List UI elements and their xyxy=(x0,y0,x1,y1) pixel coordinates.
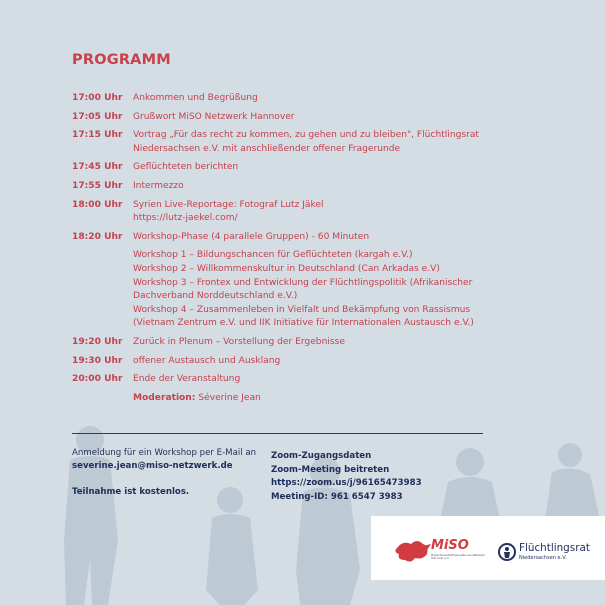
schedule-row xyxy=(72,129,492,156)
moderation-label: Moderation: xyxy=(133,392,196,403)
schedule-description xyxy=(133,111,295,125)
workshop-item: Workshop 2 – Willkommenskultur in Deutschland (Can Arkadas e.V) xyxy=(133,263,440,274)
schedule-time: 19:20 Uhr xyxy=(72,336,123,347)
free-participation-note: Teilnahme ist kostenlos. xyxy=(72,487,190,497)
schedule-line: Grußwort MiSO Netzwerk Hannover xyxy=(133,111,295,122)
moderation xyxy=(133,392,261,406)
schedule-line: Intermezzo xyxy=(133,180,184,191)
schedule-line: Workshop-Phase (4 parallele Gruppen) - 60 Minuten xyxy=(133,231,370,242)
schedule-description: offener Austausch und Ausklang xyxy=(133,355,281,366)
schedule-description: Ende der Veranstaltung xyxy=(133,374,241,385)
zoom-join-label: Zoom-Meeting beitreten xyxy=(271,464,390,475)
schedule-description xyxy=(133,92,258,106)
partner-logos xyxy=(371,516,605,580)
schedule-time: 17:00 Uhr xyxy=(72,93,123,103)
schedule-line: Niedersachsen e.V. mit anschließender offener Fragerunde xyxy=(133,143,401,154)
schedule-time: 19:30 Uhr xyxy=(72,355,123,366)
moderation-row xyxy=(72,392,492,406)
schedule-row xyxy=(72,199,492,226)
zoom-meeting-id: Meeting-ID: 961 6547 3983 xyxy=(271,491,403,502)
schedule-line: Geflüchteten berichten xyxy=(133,162,239,173)
registration-info xyxy=(72,447,256,499)
schedule-time: 18:00 Uhr xyxy=(72,199,123,210)
schedule-description xyxy=(133,180,184,194)
zoom-info xyxy=(271,450,422,504)
registration-text: Anmeldung für ein Workshop per E-Mail an xyxy=(72,448,257,458)
schedule-line: Syrien Live-Reportage: Fotograf Lutz Jäkel xyxy=(133,199,324,210)
schedule-time: 17:15 Uhr xyxy=(72,130,123,141)
fluechtlingsrat-logo-icon xyxy=(498,543,516,561)
fluechtlingsrat-subtitle: Niedersachsen e.V. xyxy=(519,555,567,561)
zoom-link[interactable]: https://zoom.us/j/96165473983 xyxy=(271,478,422,488)
schedule-description xyxy=(133,199,324,226)
schedule-row xyxy=(72,111,492,125)
workshop-item: Workshop 1 – Bildungschancen für Geflüchteten (kargah e.V.) xyxy=(133,250,413,261)
page-title: PROGRAMM xyxy=(72,52,171,68)
schedule-time: 17:55 Uhr xyxy=(72,180,123,191)
workshop-item: Workshop 4 – Zusammenleben in Vielfalt und Bekämpfung von Rassismus xyxy=(133,304,471,315)
schedule-line: Vortrag „Für das recht zu kommen, zu gehen und zu bleiben", Flüchtlingsrat xyxy=(133,130,479,141)
moderator-name: Séverine Jean xyxy=(198,392,261,403)
zoom-heading: Zoom-Zugangsdaten xyxy=(271,451,372,461)
schedule-row xyxy=(72,355,492,369)
schedule-row xyxy=(72,231,492,245)
schedule-row xyxy=(72,161,492,175)
miso-subtitle: MigrantenselbstOrganisationen-Netzwerk Hannover e.V. xyxy=(431,554,485,560)
schedule-line: Ankommen und Begrüßung xyxy=(133,93,258,103)
schedule-row xyxy=(72,336,492,350)
divider xyxy=(72,433,483,434)
fluechtlingsrat-wordmark: Flüchtlingsrat xyxy=(519,542,590,554)
schedule-time: 17:05 Uhr xyxy=(72,111,123,122)
schedule-description xyxy=(133,161,238,175)
workshop-list xyxy=(72,249,492,331)
link-lutz-jaekel[interactable]: https://lutz-jaekel.com/ xyxy=(133,213,238,224)
workshop-item: Dachverband Norddeutschland e.V.) xyxy=(133,291,298,302)
schedule-row xyxy=(72,180,492,194)
schedule-description xyxy=(133,129,479,156)
workshop-item: Workshop 3 – Frontex und Entwicklung der Flüchtlingspolitik (Afrikanischer xyxy=(133,277,473,288)
schedule-description xyxy=(133,231,369,245)
registration-email-link[interactable]: severine.jean@miso-netzwerk.de xyxy=(72,461,233,471)
workshop-item: (Vietnam Zentrum e.V. und IIK Initiative für Internationalen Austausch e.V.) xyxy=(133,318,474,329)
miso-wordmark: MiSO xyxy=(431,538,469,553)
schedule-row xyxy=(72,373,492,387)
program-schedule xyxy=(72,92,492,405)
schedule-time: 17:45 Uhr xyxy=(72,162,123,173)
schedule-row xyxy=(72,92,492,106)
schedule-time: 18:20 Uhr xyxy=(72,231,123,242)
schedule-time: 20:00 Uhr xyxy=(72,374,123,385)
schedule-description: Zurück in Plenum – Vorstellung der Ergebnisse xyxy=(133,336,345,347)
workshop-lines xyxy=(133,249,474,331)
